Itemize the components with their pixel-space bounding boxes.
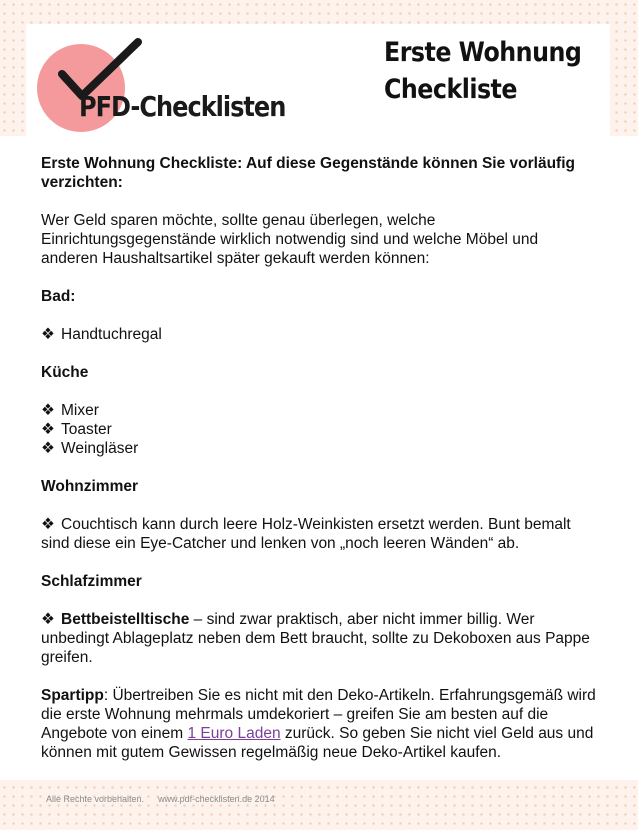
bullet-icon: ❖ bbox=[41, 421, 55, 438]
heading-kueche: Küche bbox=[41, 364, 89, 381]
bullet-icon: ❖ bbox=[41, 326, 55, 343]
bullet-icon: ❖ bbox=[41, 516, 55, 533]
spartipp-paragraph: Spartipp: Übertreiben Sie es nicht mit den Deko-Artikeln. Erfahrungsgemäß wird die erste Wohnung mehrmals umdekoriert – greifen Sie am besten auf die Angebote von einem 1 Euro Laden zurück. So geben Sie nicht viel Geld aus und können mit gutem Gewissen regelmäßig neue Deko-Artikel kaufen. bbox=[41, 687, 596, 761]
footer-url: www.pdf-checklisten.de 2014 bbox=[158, 794, 275, 804]
euro-laden-link[interactable]: 1 Euro Laden bbox=[187, 725, 281, 742]
list-item: ❖ Handtuchregal bbox=[41, 326, 162, 343]
list-item: ❖ Weingläser bbox=[41, 440, 139, 457]
header-banner bbox=[26, 24, 610, 136]
title-line-2: Checkliste bbox=[384, 74, 517, 105]
heading-wohnzimmer: Wohnzimmer bbox=[41, 478, 139, 495]
section-heading: Erste Wohnung Checkliste: Auf diese Gegenstände können Sie vorläufig verzichten: bbox=[41, 155, 575, 191]
heading-schlafzimmer: Schlafzimmer bbox=[41, 573, 142, 590]
list-item: ❖ Mixer bbox=[41, 402, 99, 419]
bullet-icon: ❖ bbox=[41, 440, 55, 457]
page-title bbox=[384, 34, 581, 108]
footer-rights: Alle Rechte vorbehalten. bbox=[46, 794, 145, 804]
title-line-1: Erste Wohnung bbox=[384, 37, 582, 68]
list-item: ❖ Bettbeistelltische – sind zwar praktisch, aber nicht immer billig. Wer unbedingt Ablageplatz neben dem Bett braucht, sollte zu Dekoboxen aus Pappe greifen. bbox=[41, 611, 590, 666]
content-area bbox=[0, 136, 638, 780]
logo-text: PFD-Checklisten bbox=[79, 90, 286, 123]
bullet-icon: ❖ bbox=[41, 402, 55, 419]
spartipp-label: Spartipp bbox=[41, 687, 104, 704]
list-item: ❖ Couchtisch kann durch leere Holz-Weinkisten ersetzt werden. Bunt bemalt sind diese ein Eye-Catcher und lenken von „noch leeren Wänden“ ab. bbox=[41, 516, 571, 552]
heading-bad: Bad: bbox=[41, 288, 76, 305]
footer bbox=[46, 794, 275, 804]
intro-paragraph: Wer Geld sparen möchte, sollte genau überlegen, welche Einrichtungsgegenstände wirklich notwendig sind und welche Möbel und anderen Haushaltsartikel später gekauft werden können: bbox=[41, 212, 539, 267]
bullet-icon: ❖ bbox=[41, 611, 55, 628]
list-item: ❖ Toaster bbox=[41, 421, 112, 438]
